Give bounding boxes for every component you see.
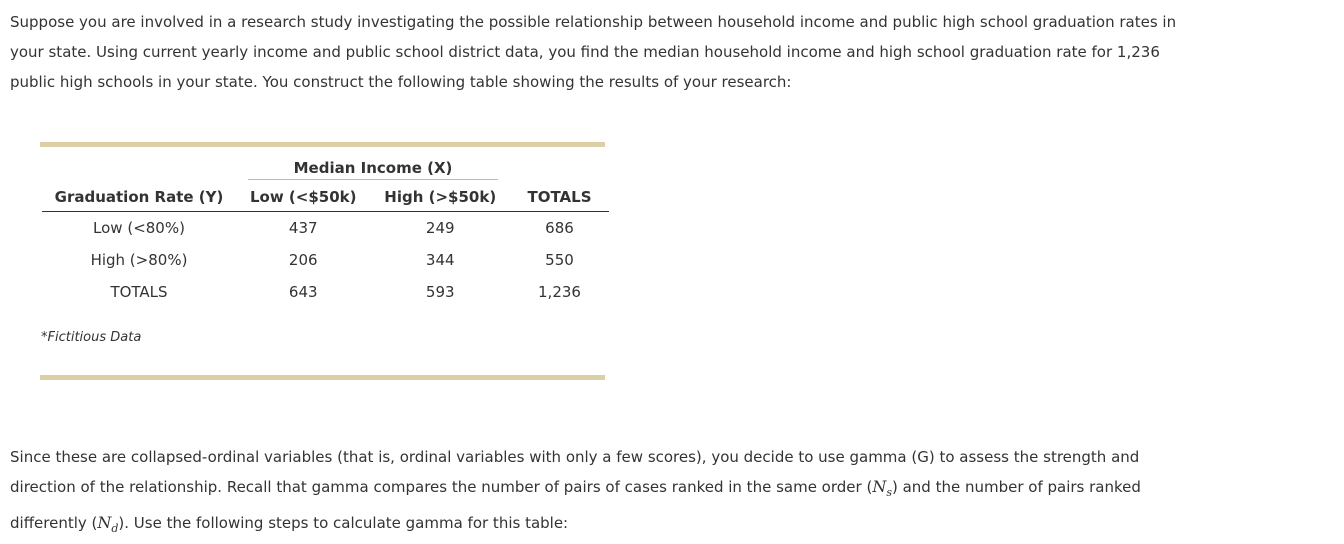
group-header-row (42, 155, 609, 183)
row-label: TOTALS (110, 283, 168, 301)
table-cell: 686 (545, 219, 574, 237)
col-header-totals: TOTALS (510, 183, 609, 212)
outro-text-3: ). Use the following steps to calculate gamma for this table: (118, 514, 569, 533)
gamma-instructions-paragraph (10, 442, 1190, 544)
table-cell: 1,236 (538, 283, 581, 301)
table-row-totals (42, 276, 609, 308)
table-cell: 249 (425, 219, 455, 237)
row-label: Low (<80%) (93, 219, 185, 237)
ns-symbol: $N_s$ (872, 477, 892, 500)
outro-text-1: Since these are collapsed-ordinal variables (that is, ordinal variables with only a few scores), you decide to use gamma (G) to assess the strength and direction of the relationship. Recall that gamma compares the number of pairs of cases ranked in the same order ( (10, 448, 1140, 496)
median-income-header: Median Income (X) (236, 155, 510, 183)
table-row (42, 244, 609, 276)
table-top-rule (40, 142, 605, 147)
table-cell: 344 (425, 251, 455, 269)
table-bottom-rule (40, 375, 605, 380)
table-cell: 643 (288, 283, 318, 301)
column-header-row (42, 183, 609, 212)
intro-paragraph: Suppose you are involved in a research study investigating the possible relationship between household income and public high school graduation rates in your state. Using current yearly income and public school district data, you find the median household income and high school graduation rate for 1,236 public high schools in your state. You construct the following table showing the results of your research: (10, 13, 1177, 91)
fictitious-data-footnote: *Fictitious Data (41, 330, 142, 345)
table-cell: 593 (425, 283, 455, 301)
table-cell: 206 (288, 251, 318, 269)
table-cell: 437 (288, 219, 318, 237)
col-header-low-income: Low (<$50k) (236, 183, 370, 212)
col-header-high-income: High (>$50k) (370, 183, 510, 212)
row-label: High (>80%) (90, 251, 188, 269)
table-row (42, 212, 609, 245)
nd-symbol: $N_d$ (97, 513, 119, 536)
graduation-rate-header: Graduation Rate (Y) (42, 183, 236, 212)
table-cell: 550 (545, 251, 574, 269)
outro-text-2: ) and the number of pairs ranked differently ( (10, 478, 1141, 533)
income-graduation-table (42, 155, 609, 308)
